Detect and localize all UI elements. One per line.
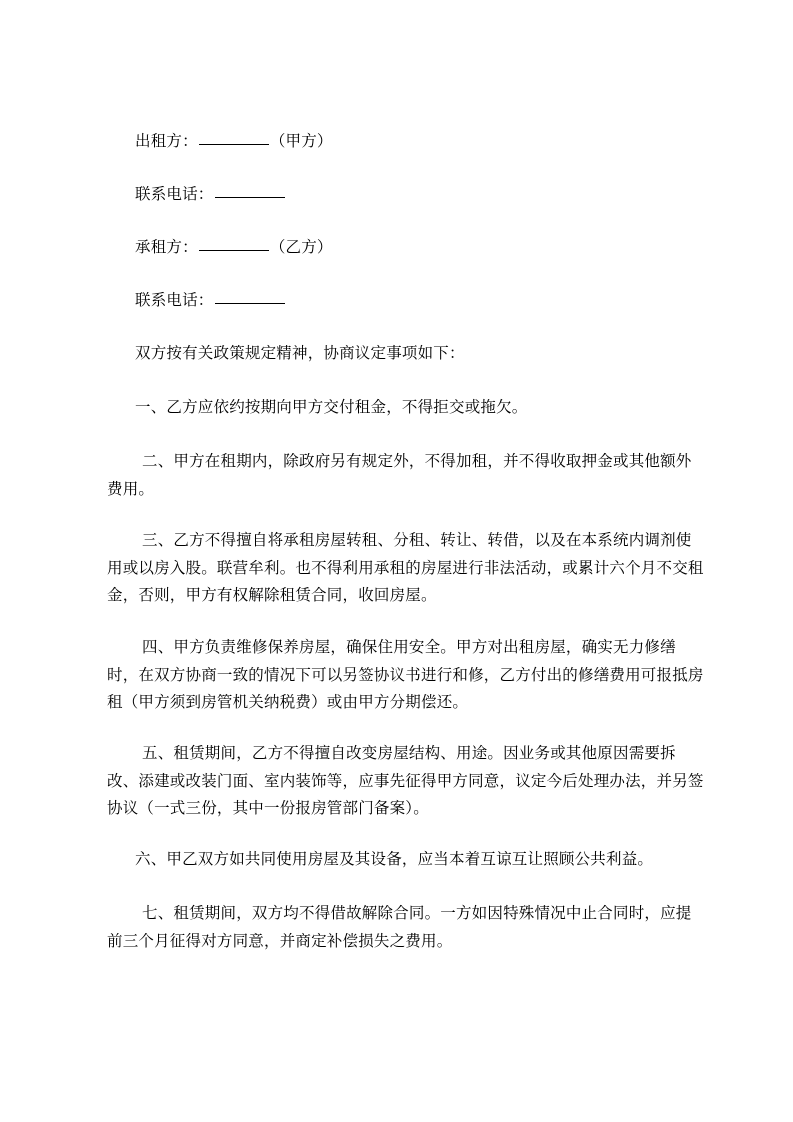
lessor-phone-blank bbox=[215, 196, 285, 198]
lessee-label: 承租方： bbox=[135, 238, 198, 256]
clause-6: 六、甲乙双方如共同使用房屋及其设备，应当本着互谅互让照顾公共利益。 bbox=[135, 850, 654, 868]
lessee-phone-line bbox=[135, 287, 715, 315]
clause-1: 一、乙方应依约按期向甲方交付租金，不得拒交或拖欠。 bbox=[135, 398, 528, 416]
lessee-suffix: （乙方） bbox=[269, 238, 333, 256]
lessee-blank bbox=[199, 249, 269, 251]
lessor-label: 出租方： bbox=[135, 132, 198, 150]
lessor-phone-label: 联系电话： bbox=[135, 185, 214, 203]
lessee-phone-label: 联系电话： bbox=[135, 291, 214, 309]
clause-4: 四、甲方负责维修保养房屋，确保住用安全。甲方对出租房屋，确实无力修缮时，在双方协商一致的情况下可以另签协议书进行和修，乙方付出的修缮费用可报抵房租（甲方须到房管机关纳税费）或由甲方分期偿还。 bbox=[107, 638, 704, 711]
clause-5: 五、租赁期间，乙方不得擅自改变房屋结构、用途。因业务或其他原因需要拆改、添建或改装门面、室内装饰等，应事先征得甲方同意，议定今后处理办法，并另签协议（一式三份，其中一份报房管部门备案）。 bbox=[107, 744, 704, 817]
clause-2: 二、甲方在租期内，除政府另有规定外，不得加租，并不得收取押金或其他额外费用。 bbox=[107, 452, 692, 498]
lessor-line bbox=[135, 128, 715, 156]
lessor-suffix: （甲方） bbox=[269, 132, 333, 150]
lessor-blank bbox=[199, 143, 269, 145]
intro-paragraph: 双方按有关政策规定精神，协商议定事项如下： bbox=[135, 344, 465, 362]
lessor-phone-line bbox=[135, 181, 715, 209]
lessee-phone-blank bbox=[215, 302, 285, 304]
clause-7: 七、租赁期间，双方均不得借故解除合同。一方如因特殊情况中止合同时，应提前三个月征得对方同意，并商定补偿损失之费用。 bbox=[107, 904, 692, 950]
lessee-line bbox=[135, 234, 715, 262]
clause-3: 三、乙方不得擅自将承租房屋转租、分租、转让、转借，以及在本系统内调剂使用或以房入股。联营牟利。也不得利用承租的房屋进行非法活动，或累计六个月不交租金，否则，甲方有权解除租赁合同，收回房屋。 bbox=[107, 531, 704, 604]
